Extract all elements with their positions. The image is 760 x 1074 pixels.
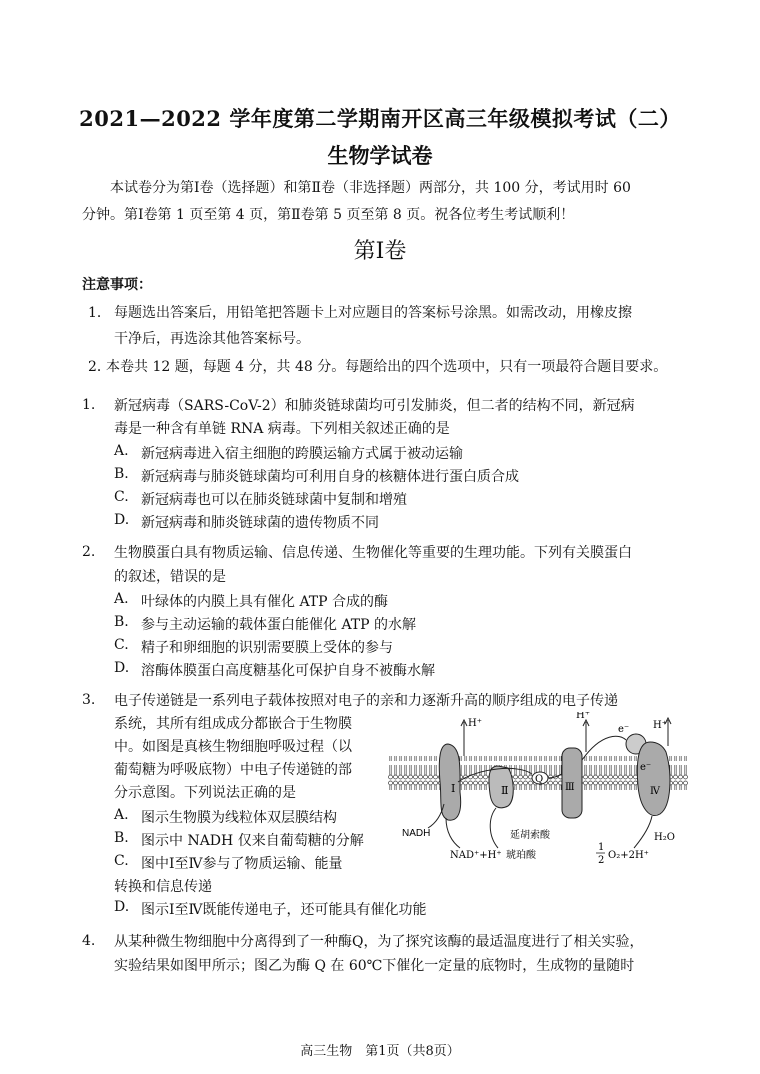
question-text-line: 电子传递链是一系列电子载体按照对电子的亲和力逐渐升高的顺序组成的电子传递 <box>114 693 618 709</box>
option-label: B. <box>114 466 129 482</box>
succinate-label: 琥珀酸 <box>506 850 536 861</box>
option-text: 新冠病毒与肺炎链球菌均可利用自身的核糖体进行蛋白质合成 <box>141 469 519 485</box>
option-text: 图示中 NADH 仅来自葡萄糖的分解 <box>141 833 364 849</box>
question-number: 4. <box>82 933 96 949</box>
complex-i-label: Ⅰ <box>451 782 456 795</box>
option-label: D. <box>114 899 130 915</box>
electron-label-1: e⁻ <box>618 724 630 735</box>
nadh-label: NADH <box>402 828 431 839</box>
question-text-line: 新冠病毒（SARS-CoV-2）和肺炎链球菌均可引发肺炎，但二者的结构不同，新冠病 <box>114 398 635 414</box>
question-text-line: 中。如图是真核生物细胞呼吸过程（以 <box>114 739 352 755</box>
succinate-arrow <box>490 808 498 848</box>
intro-line-1: 本试卷分为第Ⅰ卷（选择题）和第Ⅱ卷（非选择题）两部分，共 100 分，考试用时 60 <box>110 180 631 196</box>
option-label: A. <box>114 591 129 607</box>
option-label: C. <box>114 489 129 505</box>
option-text: 溶酶体膜蛋白高度糖基化可保护自身不被酶水解 <box>141 663 435 679</box>
question-text-line: 分示意图。下列说法正确的是 <box>114 785 296 801</box>
oxygen-to-water-arrow <box>634 816 652 848</box>
proton-label-1: H⁺ <box>468 718 482 729</box>
electron-label-2: e⁻ <box>640 762 652 773</box>
nad-arrow <box>446 818 460 848</box>
option-label: C. <box>114 637 129 653</box>
exam-subtitle: 生物学试卷 <box>327 143 433 168</box>
question-text-line: 毒是一种含有单链 RNA 病毒。下列相关叙述正确的是 <box>114 421 450 437</box>
option-label: B. <box>114 614 129 630</box>
option-text: 图示Ⅰ至Ⅳ既能传递电子，还可能具有催化功能 <box>141 902 427 918</box>
option-text: 叶绿体的内膜上具有催化 ATP 合成的酶 <box>141 594 389 610</box>
option-text: 新冠病毒进入宿主细胞的跨膜运输方式属于被动运输 <box>141 446 463 462</box>
question-text-line: 实验结果如图甲所示；图乙为酶 Q 在 60℃下催化一定量的底物时，生成物的量随时 <box>114 958 635 974</box>
fumarate-label: 延胡索酸 <box>510 830 550 841</box>
question-text-line: 系统，其所有组成成分都嵌合于生物膜 <box>114 716 352 732</box>
section-title: 第Ⅰ卷 <box>353 239 407 264</box>
complex-iii-label: Ⅲ <box>565 782 575 793</box>
question-number: 1. <box>82 397 96 413</box>
page-footer: 高三生物 第1页（共8页） <box>300 1044 460 1059</box>
complex-iv-shape <box>637 742 670 816</box>
oxygen-fraction-denominator: 2 <box>598 855 605 866</box>
notice-1-line-1: 每题选出答案后，用铅笔把答题卡上对应题目的答案标号涂黑。如需改动，用橡皮擦 <box>114 305 632 321</box>
notice-2-num: 2． <box>88 359 111 375</box>
option-text: 精子和卵细胞的识别需要膜上受体的参与 <box>141 640 393 656</box>
option-text: 参与主动运输的载体蛋白能催化 ATP 的水解 <box>141 617 417 633</box>
exam-title: 2021—2022 学年度第二学期南开区高三年级模拟考试（二） <box>79 106 681 131</box>
option-text: 新冠病毒也可以在肺炎链球菌中复制和增殖 <box>141 492 407 508</box>
option-text: 图中Ⅰ至Ⅳ参与了物质运输、能量 <box>141 856 343 872</box>
option-label: C. <box>114 853 129 869</box>
nad-label: NAD⁺+H⁺ <box>450 850 502 861</box>
proton-label-3: H⁺ <box>653 720 667 731</box>
oxygen-label: O₂+2H⁺ <box>608 850 649 861</box>
question-number: 3. <box>82 692 96 708</box>
notice-1-num: 1． <box>88 305 111 321</box>
question-text-line: 从某种微生物细胞中分离得到了一种酶Q，为了探究该酶的最适温度进行了相关实验， <box>114 934 644 950</box>
option-label: D. <box>114 512 130 528</box>
question-text-line: 生物膜蛋白具有物质运输、信息传递、生物催化等重要的生理功能。下列有关膜蛋白 <box>114 545 632 561</box>
option-label: A. <box>114 807 129 823</box>
complex-ii-label: Ⅱ <box>501 784 509 797</box>
question-text-line: 葡萄糖为呼吸底物）中电子传递链的部 <box>114 762 352 778</box>
oxygen-fraction-numerator: 1 <box>598 842 605 853</box>
option-text-continued: 转换和信息传递 <box>114 879 212 895</box>
question-number: 2. <box>82 544 96 560</box>
question-text-line: 的叙述，错误的是 <box>114 569 226 585</box>
proton-label-2: H⁺ <box>576 712 590 721</box>
notice-heading: 注意事项： <box>82 277 152 293</box>
electron-transport-chain-figure <box>388 712 688 872</box>
option-label: A. <box>114 443 129 459</box>
ubiquinone-label: Q <box>535 774 544 785</box>
complex-iv-label: Ⅳ <box>650 786 660 797</box>
option-label: D. <box>114 660 130 676</box>
notice-2-line-1: 本卷共 12 题，每题 4 分，共 48 分。每题给出的四个选项中，只有一项最符合题目要求。 <box>106 359 668 375</box>
option-label: B. <box>114 830 129 846</box>
option-text: 图示生物膜为线粒体双层膜结构 <box>141 810 337 826</box>
water-label: H₂O <box>654 832 675 843</box>
intro-line-2: 分钟。第Ⅰ卷第 1 页至第 4 页，第Ⅱ卷第 5 页至第 8 页。祝各位考生考试顺利！ <box>82 207 575 223</box>
notice-1-line-2: 干净后，再选涂其他答案标号。 <box>114 331 310 347</box>
option-text: 新冠病毒和肺炎链球菌的遗传物质不同 <box>141 515 379 531</box>
